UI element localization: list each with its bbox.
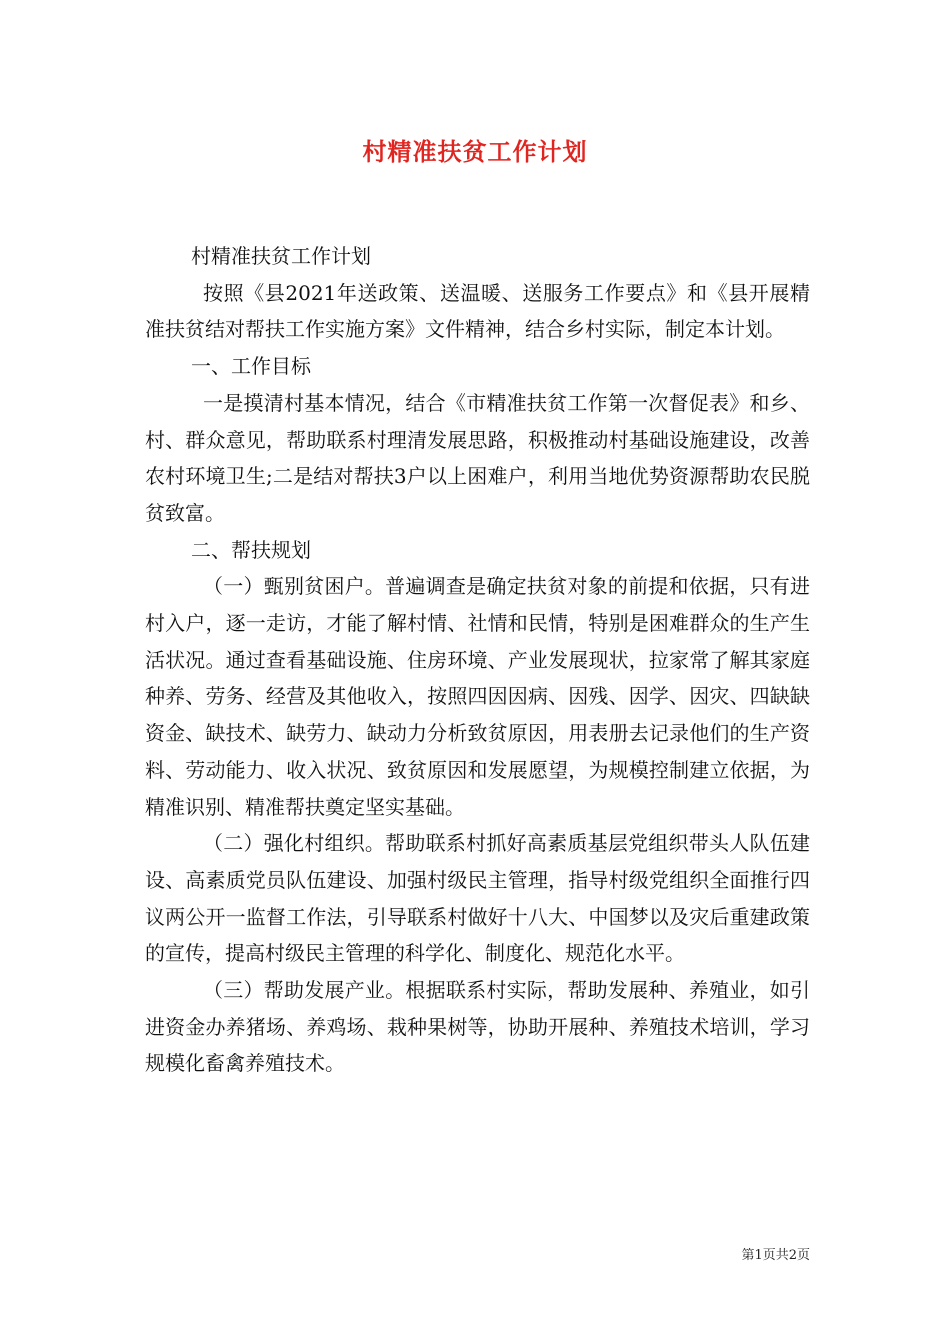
plan-item-3: （三）帮助发展产业。根据联系村实际，帮助发展种、养殖业，如引进资金办养猪场、养鸡场、栽种果树等，协助开展种、养殖技术培训，学习规模化畜禽养殖技术。 — [145, 978, 810, 1076]
goals-paragraph: 一是摸清村基本情况，结合《市精准扶贫工作第一次督促表》和乡、村、群众意见，帮助联系村理清发展思路，积极推动村基础设施建设，改善农村环境卫生;二是结对帮扶3户以上困难户，利用当地优势资源帮助农民脱贫致富。 — [145, 390, 810, 525]
section-heading-plan: 二、帮扶规划 — [191, 537, 311, 562]
intro-paragraph: 按照《县2021年送政策、送温暖、送服务工作要点》和《县开展精准扶贫结对帮扶工作实施方案》文件精神，结合乡村实际，制定本计划。 — [145, 280, 810, 342]
body-heading: 村精准扶贫工作计划 — [191, 244, 371, 268]
page-number: 第1页共2页 — [741, 1248, 810, 1263]
plan-item-1: （一）甄别贫困户。普遍调查是确定扶贫对象的前提和依据，只有进村入户，逐一走访，才能了解村情、社情和民情，特别是困难群众的生产生活状况。通过查看基础设施、住房环境、产业发展现状，拉家常了解其家庭种养、劳务、经营及其他收入，按照四因因病、因残、因学、因灾、四缺缺资金、缺技术、缺劳力、缺动力分析致贫原因，用表册去记录他们的生产资料、劳动能力、收入状况、致贫原因和发展愿望，为规模控制建立依据，为精准识别、精准帮扶奠定坚实基础。 — [145, 574, 810, 819]
document-body — [145, 238, 810, 1082]
section-heading-goals: 一、工作目标 — [191, 354, 311, 379]
document-title: 村精准扶贫工作计划 — [362, 137, 588, 166]
plan-item-2: （二）强化村组织。帮助联系村抓好高素质基层党组织带头人队伍建设、高素质党员队伍建设、加强村级民主管理，指导村级党组织全面推行四议两公开一监督工作法，引导联系村做好十八大、中国梦以及灾后重建政策的宣传，提高村级民主管理的科学化、制度化、规范化水平。 — [145, 831, 810, 966]
